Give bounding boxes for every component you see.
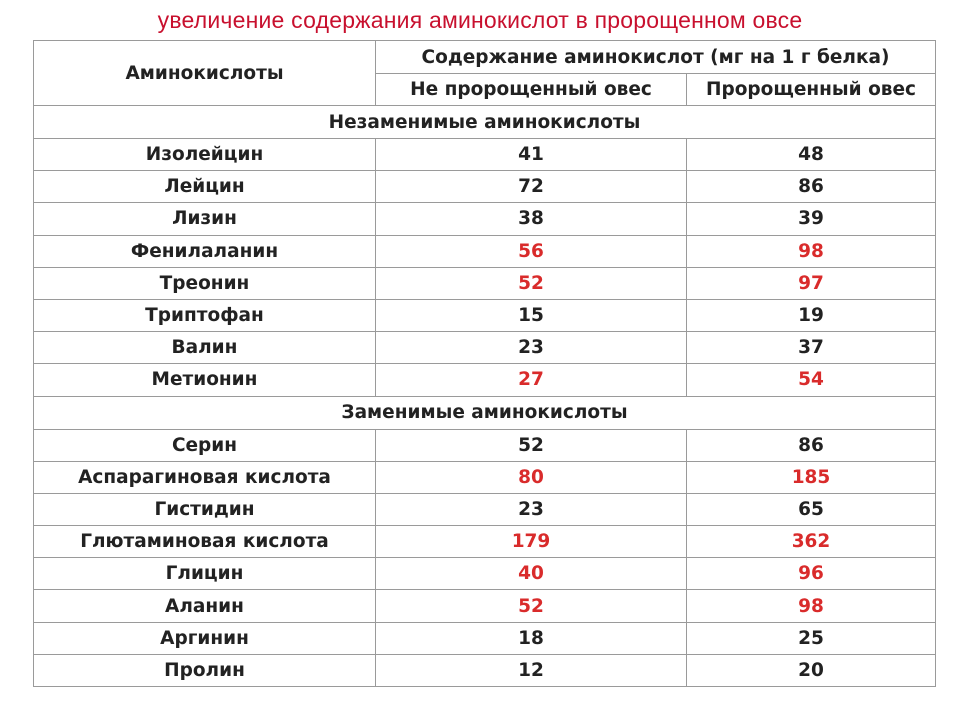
header-row — [34, 41, 936, 74]
value-sprouted: 362 — [687, 526, 936, 558]
amino-acid-name: Глютаминовая кислота — [34, 526, 376, 558]
section-row — [34, 396, 936, 429]
table-body — [34, 106, 936, 687]
amino-acid-name: Аспарагиновая кислота — [34, 461, 376, 493]
header-content-group: Содержание аминокислот (мг на 1 г белка) — [376, 41, 936, 74]
value-sprouted: 54 — [687, 364, 936, 396]
section-label: Заменимые аминокислоты — [34, 396, 936, 429]
value-not-sprouted: 38 — [376, 203, 687, 235]
header-sprouted: Пророщенный овес — [687, 74, 936, 106]
value-not-sprouted: 52 — [376, 429, 687, 461]
value-not-sprouted: 179 — [376, 526, 687, 558]
value-sprouted: 98 — [687, 590, 936, 622]
value-sprouted: 39 — [687, 203, 936, 235]
table-row — [34, 461, 936, 493]
section-row — [34, 106, 936, 139]
amino-acid-table — [33, 40, 936, 687]
value-not-sprouted: 23 — [376, 493, 687, 525]
value-not-sprouted: 80 — [376, 461, 687, 493]
value-sprouted: 185 — [687, 461, 936, 493]
amino-acid-name: Фенилаланин — [34, 235, 376, 267]
value-not-sprouted: 52 — [376, 590, 687, 622]
amino-acid-name: Серин — [34, 429, 376, 461]
table-row — [34, 235, 936, 267]
value-not-sprouted: 52 — [376, 267, 687, 299]
value-not-sprouted: 41 — [376, 139, 687, 171]
amino-acid-name: Аргинин — [34, 622, 376, 654]
table-row — [34, 203, 936, 235]
amino-acid-name: Лизин — [34, 203, 376, 235]
table-row — [34, 332, 936, 364]
value-sprouted: 97 — [687, 267, 936, 299]
value-not-sprouted: 72 — [376, 171, 687, 203]
amino-acid-name: Треонин — [34, 267, 376, 299]
value-not-sprouted: 56 — [376, 235, 687, 267]
value-sprouted: 86 — [687, 171, 936, 203]
value-sprouted: 98 — [687, 235, 936, 267]
table-row — [34, 364, 936, 396]
value-not-sprouted: 27 — [376, 364, 687, 396]
amino-acid-name: Метионин — [34, 364, 376, 396]
table-row — [34, 429, 936, 461]
value-not-sprouted: 12 — [376, 654, 687, 686]
table-row — [34, 654, 936, 686]
value-not-sprouted: 40 — [376, 558, 687, 590]
value-sprouted: 48 — [687, 139, 936, 171]
value-not-sprouted: 15 — [376, 299, 687, 331]
value-sprouted: 96 — [687, 558, 936, 590]
amino-acid-name: Триптофан — [34, 299, 376, 331]
table-row — [34, 139, 936, 171]
page-title: увеличение содержания аминокислот в пророщенном овсе — [157, 7, 803, 33]
value-sprouted: 65 — [687, 493, 936, 525]
amino-acid-name: Лейцин — [34, 171, 376, 203]
table-row — [34, 171, 936, 203]
table-row — [34, 622, 936, 654]
amino-acid-name: Глицин — [34, 558, 376, 590]
value-sprouted: 25 — [687, 622, 936, 654]
amino-acid-name: Изолейцин — [34, 139, 376, 171]
table-row — [34, 299, 936, 331]
table-row — [34, 526, 936, 558]
section-label: Незаменимые аминокислоты — [34, 106, 936, 139]
amino-acid-name: Валин — [34, 332, 376, 364]
value-sprouted: 19 — [687, 299, 936, 331]
value-sprouted: 37 — [687, 332, 936, 364]
header-not-sprouted: Не пророщенный овес — [376, 74, 687, 106]
table-row — [34, 267, 936, 299]
value-not-sprouted: 23 — [376, 332, 687, 364]
amino-acid-name: Гистидин — [34, 493, 376, 525]
value-sprouted: 20 — [687, 654, 936, 686]
amino-acid-name: Пролин — [34, 654, 376, 686]
header-amino-acids: Аминокислоты — [34, 41, 376, 106]
amino-acid-name: Аланин — [34, 590, 376, 622]
table-row — [34, 493, 936, 525]
value-sprouted: 86 — [687, 429, 936, 461]
table-row — [34, 558, 936, 590]
table-row — [34, 590, 936, 622]
value-not-sprouted: 18 — [376, 622, 687, 654]
